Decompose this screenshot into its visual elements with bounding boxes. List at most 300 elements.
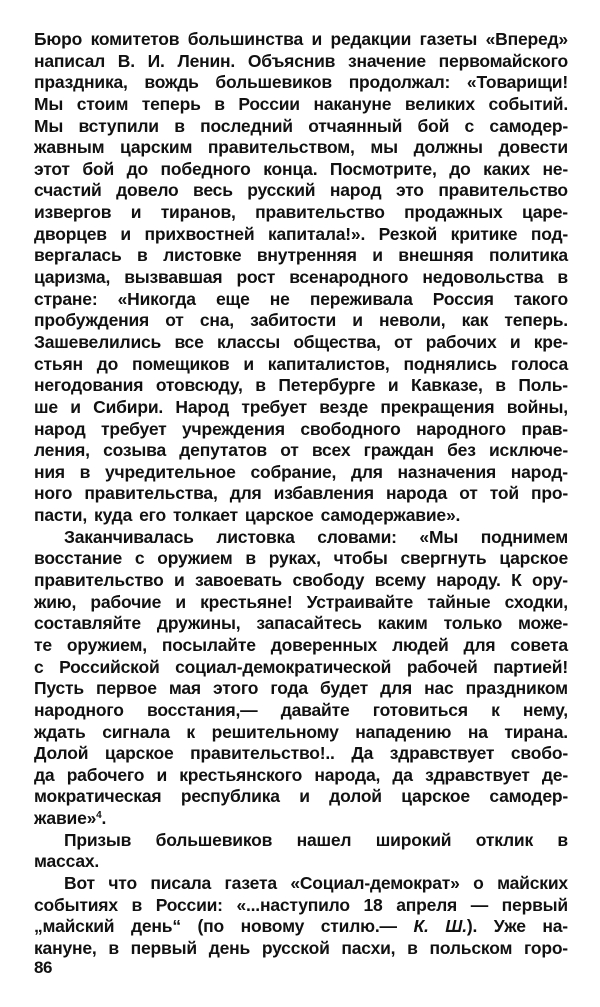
word: вызвавшая — [124, 267, 223, 288]
word: неволи, — [378, 310, 446, 331]
word: В. — [117, 50, 135, 71]
word: Кавказе, — [411, 375, 483, 396]
word: кре- — [533, 331, 568, 352]
word: довело — [116, 180, 179, 201]
word: отклик — [475, 829, 534, 850]
word: России — [238, 93, 300, 114]
word: пасти, — [34, 505, 88, 526]
word: капитала!». — [267, 223, 366, 244]
word: великих — [404, 93, 475, 114]
word: Зашевелились — [34, 331, 162, 352]
word: народа, — [314, 764, 381, 785]
word: для — [229, 483, 262, 504]
word: довести — [498, 137, 568, 158]
word: Долой — [34, 743, 89, 764]
word: от — [165, 310, 184, 331]
word: день — [208, 937, 251, 958]
word: праздником — [465, 678, 568, 699]
text-line — [34, 462, 568, 484]
text-line — [34, 116, 568, 138]
word: накануне — [313, 93, 392, 114]
word: пробуждения — [34, 310, 150, 331]
word: составляйте — [34, 613, 141, 634]
word: ору- — [532, 570, 568, 591]
word: Российской — [59, 656, 160, 677]
word: с — [464, 115, 475, 136]
word: отовсюду, — [155, 375, 243, 396]
word: Пусть — [34, 678, 84, 699]
word: первое — [96, 678, 157, 699]
word: Петербурге — [278, 375, 376, 396]
word: это — [395, 180, 424, 201]
word: «Социал-демократ» — [290, 872, 460, 893]
word: правительство — [438, 180, 568, 201]
word: совета — [510, 634, 568, 655]
word: Вот — [64, 872, 95, 893]
word: царским — [120, 137, 193, 158]
word: дворцев — [34, 223, 107, 244]
text-line — [34, 570, 568, 592]
text-line — [34, 873, 568, 895]
word: ного — [34, 483, 73, 504]
word: войны, — [506, 396, 568, 417]
word: народу. — [436, 570, 501, 591]
word: здравствует — [389, 743, 495, 764]
word: везде — [319, 396, 369, 417]
word: той — [489, 483, 519, 504]
word: долой — [329, 786, 382, 807]
page-body — [34, 29, 568, 960]
word: теперь — [141, 93, 201, 114]
word: все — [174, 331, 204, 352]
word: этого — [213, 678, 259, 699]
word: и — [243, 353, 254, 374]
text-line — [34, 592, 568, 614]
word: решительному — [211, 721, 339, 742]
word: внутренняя — [256, 245, 357, 266]
word: написал — [34, 50, 106, 71]
word: правительство!.. — [190, 743, 335, 764]
word: доверенных — [270, 634, 378, 655]
word: „майский — [34, 916, 115, 937]
word: народа — [386, 483, 448, 504]
word: счастий — [34, 180, 102, 201]
word: Посмотрите, — [329, 158, 437, 179]
word: в — [245, 548, 256, 569]
word: правительство — [255, 202, 385, 223]
word: оружием, — [66, 634, 147, 655]
word: в — [137, 245, 148, 266]
word: свободу — [292, 570, 365, 591]
text-line — [34, 830, 568, 852]
word: К. — [413, 916, 429, 937]
word: народ — [329, 180, 382, 201]
word: восстания,— — [147, 699, 258, 720]
word: стоим — [76, 93, 129, 114]
word: и — [70, 396, 81, 417]
word: в — [407, 937, 418, 958]
word: стране: — [34, 288, 98, 309]
word: года — [270, 678, 308, 699]
text-line — [34, 159, 568, 181]
word: Устраивайте — [306, 591, 414, 612]
word: в — [495, 375, 506, 396]
word: да — [392, 764, 413, 785]
word: Поль- — [518, 375, 568, 396]
word: теперь. — [504, 310, 568, 331]
word: свободного — [300, 418, 401, 439]
word: здравствует — [425, 764, 530, 785]
word: горо- — [523, 937, 568, 958]
word: «Вперед» — [485, 29, 568, 49]
text-line — [34, 743, 568, 765]
word: дружины, — [156, 613, 241, 634]
text-line — [34, 548, 568, 570]
word: народного — [34, 699, 124, 720]
word: без — [447, 440, 476, 461]
word: народного — [416, 418, 506, 439]
word: массах. — [34, 851, 100, 872]
word: не — [269, 288, 290, 309]
word: большинства — [187, 29, 303, 49]
word: самодер- — [489, 786, 568, 807]
word: в — [174, 115, 185, 136]
word: стилю.— — [320, 916, 397, 937]
text-line — [34, 375, 568, 397]
word: в — [108, 937, 119, 958]
word: вергалась — [34, 245, 122, 266]
word: созыва — [103, 440, 166, 461]
word: крестьянского — [179, 764, 303, 785]
word: тайные — [427, 591, 491, 612]
word: мы — [370, 137, 398, 158]
text-line — [34, 786, 568, 808]
word: редакции — [330, 29, 412, 49]
word: партией! — [493, 656, 568, 677]
word: и — [130, 202, 142, 223]
word: не- — [542, 158, 568, 179]
text-line — [34, 938, 568, 960]
word: классы — [216, 331, 280, 352]
word: газеты — [419, 29, 478, 49]
word: жавие»$^4$. — [34, 808, 107, 829]
word: для — [380, 678, 412, 699]
word: Резкой — [378, 223, 438, 244]
word: событий. — [488, 93, 568, 114]
word: народ — [34, 418, 86, 439]
word: и — [372, 245, 383, 266]
text-line — [34, 895, 568, 917]
word: прав- — [521, 418, 568, 439]
word: толкает — [173, 505, 238, 526]
page-number: 86 — [34, 958, 52, 977]
word: листовке — [163, 245, 242, 266]
word: стьян — [34, 353, 83, 374]
word: ления, — [34, 440, 90, 461]
word: значение — [347, 50, 426, 71]
word: жавным — [34, 137, 105, 158]
word: только — [443, 613, 503, 634]
word: те — [34, 634, 52, 655]
word: голоса — [510, 353, 568, 374]
word: день“ — [130, 916, 181, 937]
word: весь — [193, 180, 233, 201]
word: широкий — [375, 829, 452, 850]
word: переживала — [309, 288, 413, 309]
word: продажных — [404, 202, 503, 223]
word: посылайте — [161, 634, 256, 655]
word: должны — [413, 137, 483, 158]
word: Мы — [34, 115, 64, 136]
word: нападению — [355, 721, 452, 742]
word: под- — [530, 223, 568, 244]
word: ния — [34, 461, 65, 482]
word: Ш.). — [445, 916, 478, 937]
text-line — [34, 224, 568, 246]
word: в — [214, 93, 225, 114]
word: народ- — [510, 461, 568, 482]
text-line — [34, 332, 568, 354]
word: правительства, — [84, 483, 218, 504]
word: вступили — [78, 115, 159, 136]
text-line — [34, 700, 568, 722]
word: «...наступило — [236, 894, 350, 915]
word: рост — [236, 267, 276, 288]
text-line — [34, 635, 568, 657]
word: Бюро — [34, 29, 83, 49]
word: учреждения — [181, 418, 285, 439]
text-line — [34, 94, 568, 116]
word: внешняя — [398, 245, 474, 266]
word: листовка — [216, 526, 295, 547]
word: назначения — [397, 461, 497, 482]
word: продолжал: — [348, 72, 451, 93]
word: в — [79, 461, 91, 482]
word: майских — [497, 872, 568, 893]
word: запасайтесь — [256, 613, 362, 634]
word: будет — [320, 678, 369, 699]
word: и — [174, 570, 185, 591]
word: республика — [180, 786, 280, 807]
word: негодования — [34, 375, 144, 396]
word: и — [175, 591, 186, 612]
word: кануне, — [34, 937, 97, 958]
word: де- — [541, 764, 568, 785]
word: жию, — [34, 591, 77, 612]
word: всему — [374, 570, 426, 591]
word: да — [34, 764, 55, 785]
word: царское — [401, 786, 470, 807]
word: правительством, — [207, 137, 355, 158]
word: капиталистов, — [267, 353, 390, 374]
word: прихвостней — [144, 223, 255, 244]
word: рабочие — [90, 591, 162, 612]
word: Народ — [175, 396, 230, 417]
word: ше — [34, 396, 58, 417]
word: с — [34, 656, 44, 677]
word: граждан — [363, 440, 434, 461]
text-line — [34, 440, 568, 462]
word: первый — [130, 937, 197, 958]
word: забитости — [250, 310, 337, 331]
word: (по — [197, 916, 225, 937]
word: чтобы — [333, 548, 388, 569]
word: на — [467, 721, 488, 742]
word: куда — [94, 505, 133, 526]
word: к — [491, 699, 500, 720]
word: сходки, — [504, 591, 568, 612]
word: большевиков — [155, 829, 273, 850]
text-line — [34, 722, 568, 744]
word: праздника, — [34, 72, 128, 93]
word: и — [299, 786, 310, 807]
word: такого — [513, 288, 568, 309]
word: восстание — [34, 548, 123, 569]
word: поднялись — [403, 353, 497, 374]
word: в — [255, 375, 266, 396]
word: от — [459, 483, 478, 504]
word: до — [449, 158, 471, 179]
word: русский — [247, 180, 316, 201]
word: руках, — [268, 548, 321, 569]
word: апреля — [396, 894, 458, 915]
word: избавления — [273, 483, 374, 504]
text-line — [34, 505, 568, 527]
word: рабочих — [425, 331, 497, 352]
word: каких — [483, 158, 530, 179]
word: что — [108, 872, 137, 893]
word: еще — [216, 288, 250, 309]
text-line — [34, 678, 568, 700]
word: Уже — [493, 916, 526, 937]
text-line — [34, 137, 568, 159]
text-line — [34, 354, 568, 376]
word: самодержавие». — [320, 505, 461, 526]
text-line — [34, 29, 568, 51]
text-line — [34, 72, 568, 94]
word: к — [186, 721, 195, 742]
word: свобо- — [510, 743, 568, 764]
word: каким — [377, 613, 428, 634]
word: давайте — [280, 699, 350, 720]
word: до — [126, 158, 148, 179]
word: завоевать — [195, 570, 282, 591]
word: России: — [155, 894, 223, 915]
word: царское — [104, 743, 174, 764]
word: отчаянный — [308, 115, 403, 136]
word: рабочей — [406, 656, 478, 677]
word: царизма, — [34, 267, 111, 288]
text-line — [34, 289, 568, 311]
word: Мы — [34, 93, 64, 114]
word: — — [470, 894, 489, 915]
text-line — [34, 808, 568, 830]
word: большевиков — [215, 72, 332, 93]
word: конца. — [263, 158, 318, 179]
word: правительство — [34, 570, 164, 591]
word: последний — [200, 115, 293, 136]
word: ждать — [34, 721, 86, 742]
word: мократическая — [34, 786, 162, 807]
text-line — [34, 397, 568, 419]
word: Сибири. — [93, 396, 164, 417]
word: пасхи, — [341, 937, 396, 958]
word: рабочего — [66, 764, 145, 785]
word: в — [557, 829, 568, 850]
word: от — [280, 440, 299, 461]
word: Ленин. — [177, 50, 236, 71]
word: тирана. — [504, 721, 568, 742]
word: первый — [501, 894, 568, 915]
word: извергов — [34, 202, 112, 223]
word: социал-демократической — [175, 656, 392, 677]
text-line — [34, 310, 568, 332]
word: царе- — [521, 202, 568, 223]
text-line — [34, 765, 568, 787]
word: первомайского — [438, 50, 568, 71]
word: всех — [311, 440, 351, 461]
word: словами: — [317, 526, 397, 547]
word: Объяснив — [247, 50, 336, 71]
word: и — [156, 764, 168, 785]
word: царское — [244, 505, 314, 526]
text-line — [34, 419, 568, 441]
word: К — [511, 570, 522, 591]
word: оружием — [157, 548, 233, 569]
word: людей — [392, 634, 449, 655]
word: учредительное — [104, 461, 236, 482]
word: для — [463, 634, 496, 655]
word: для — [350, 461, 383, 482]
word: и — [387, 375, 399, 396]
word: газета — [224, 872, 277, 893]
word: Да — [351, 743, 374, 764]
word: польском — [429, 937, 513, 958]
word: исключе- — [488, 440, 568, 461]
word: всенародного — [289, 267, 409, 288]
word: може- — [518, 613, 568, 634]
word: требует — [101, 418, 167, 439]
word: новому — [240, 916, 305, 937]
word: как — [461, 310, 489, 331]
word: поднимем — [480, 526, 568, 547]
text-line — [34, 657, 568, 679]
word: тиранов, — [160, 202, 236, 223]
word: свергнуть — [400, 548, 487, 569]
word: и — [311, 29, 323, 49]
text-line — [34, 245, 568, 267]
word: общества, — [293, 331, 381, 352]
word: царское — [499, 548, 568, 569]
word: И. — [147, 50, 165, 71]
word: про- — [531, 483, 568, 504]
word: и — [509, 331, 521, 352]
word: Россия — [432, 288, 494, 309]
word: Призыв — [64, 829, 132, 850]
word: собрание, — [250, 461, 337, 482]
word: русской — [261, 937, 330, 958]
text-line — [34, 613, 568, 635]
text-line — [34, 51, 568, 73]
word: писала — [150, 872, 212, 893]
word: готовиться — [372, 699, 468, 720]
word: этот — [34, 158, 70, 179]
word: событиях — [34, 894, 118, 915]
text-line — [34, 527, 568, 549]
text-line — [34, 851, 568, 873]
word: 18 — [363, 894, 383, 915]
word: бой — [82, 158, 115, 179]
